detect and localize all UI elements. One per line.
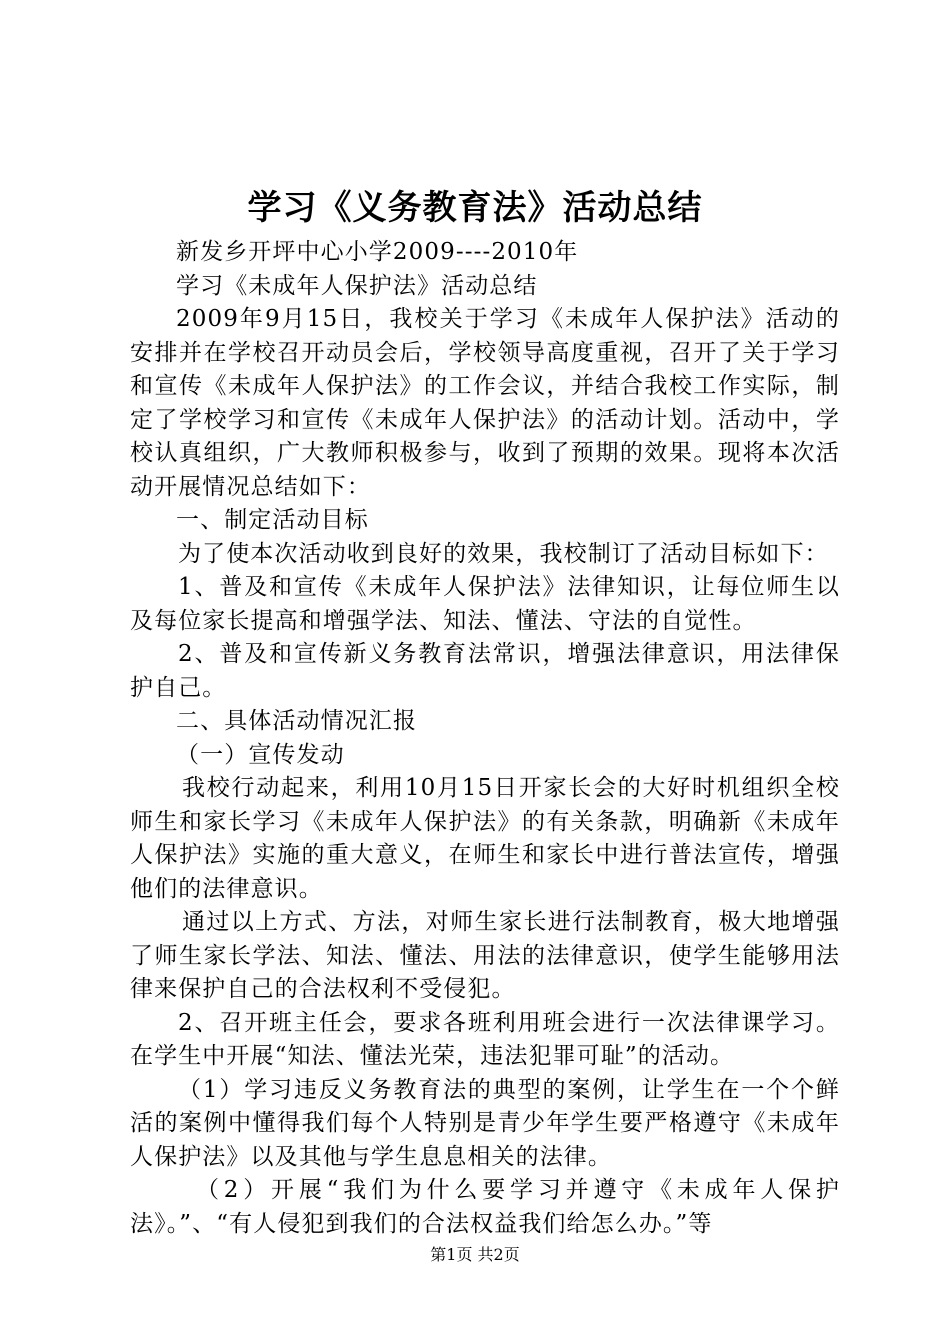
goal-item-1: 1、普及和宣传《未成年人保护法》法律知识，让每位师生以及每位家长提高和增强学法、知法、懂法、守法的自觉性。	[130, 574, 840, 634]
page-footer: 第1页 共2页	[430, 1245, 520, 1264]
section-heading-report: 二、具体活动情况汇报	[176, 708, 417, 734]
subsection-heading-publicity: （一）宣传发动	[176, 741, 345, 768]
education-result-paragraph: 通过以上方式、方法，对师生家长进行法制教育，极大地增强了师生家长学法、知法、懂法、用法的法律意识，使学生能够用法律来保护自己的合法权利不受侵犯。	[130, 909, 840, 1002]
goal-item-2: 2、普及和宣传新义务教育法常识，增强法律意识，用法律保护自己。	[130, 641, 840, 701]
intro-paragraph: 2009年9月15日，我校关于学习《未成年人保护法》活动的安排并在学校召开动员会后，学校领导高度重视，召开了关于学习和宣传《未成年人保护法》的工作会议，并结合我校工作实际，制定了学校学习和宣传《未成年人保护法》的活动计划。活动中，学校认真组织，广大教师积极参与，收到了预期的效果。现将本次活动开展情况总结如下：	[130, 306, 840, 500]
subtitle-line: 学习《未成年人保护法》活动总结	[176, 272, 538, 299]
school-line: 新发乡开坪中心小学2009----2010年	[176, 239, 579, 265]
discussion-paragraph: （2）开展“我们为什么要学习并遵守《未成年人保护法》。”、“有人侵犯到我们的合法权益我们给怎么办。”等	[130, 1177, 840, 1237]
section-heading-goals: 一、制定活动目标	[176, 507, 369, 533]
document-body	[130, 236, 840, 1241]
class-meeting-paragraph: 2、召开班主任会，要求各班利用班会进行一次法律课学习。在学生中开展“知法、懂法光荣，违法犯罪可耻”的活动。	[130, 1009, 840, 1069]
publicity-paragraph: 我校行动起来，利用10月15日开家长会的大好时机组织全校师生和家长学习《未成年人保护法》的有关条款，明确新《未成年人保护法》实施的重大意义，在师生和家长中进行普法宣传，增强他们的法律意识。	[130, 775, 840, 902]
case-study-paragraph: （1）学习违反义务教育法的典型的案例，让学生在一个个鲜活的案例中懂得我们每个人特别是青少年学生要严格遵守《未成年人保护法》以及其他与学生息息相关的法律。	[130, 1076, 840, 1170]
document-title: 学习《义务教育法》活动总结	[247, 188, 703, 228]
goals-intro-paragraph: 为了使本次活动收到良好的效果，我校制订了活动目标如下：	[178, 540, 829, 567]
